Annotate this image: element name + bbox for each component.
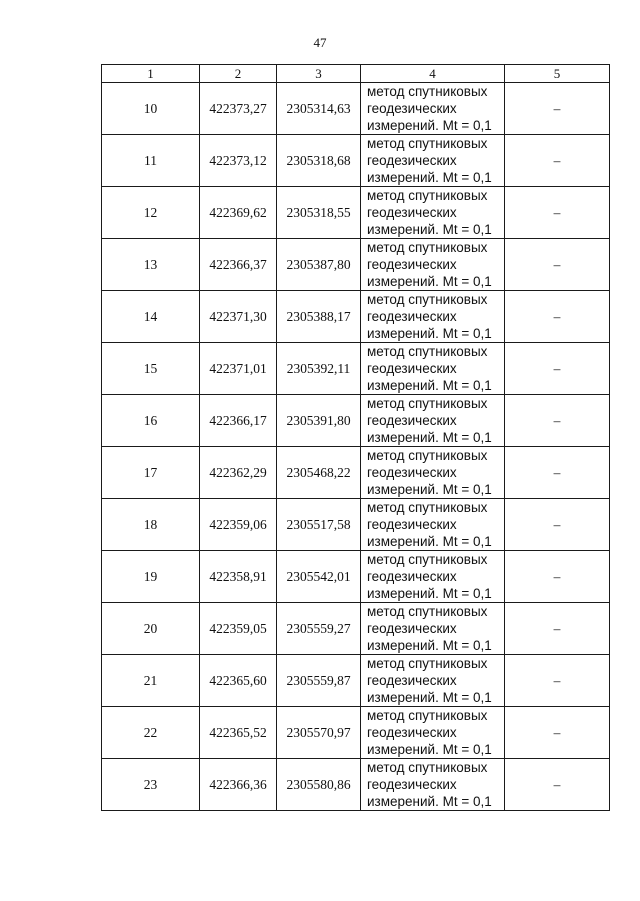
- method-line: метод спутниковых: [367, 656, 488, 671]
- x-coordinate-cell: 422365,60: [200, 655, 277, 707]
- method-line: геодезических: [367, 569, 457, 584]
- method-line: метод спутниковых: [367, 292, 488, 307]
- method-line: измерений. Mt = 0,1: [367, 430, 492, 445]
- point-number-cell: 10: [102, 83, 200, 135]
- point-number-cell: 14: [102, 291, 200, 343]
- point-number-cell: 19: [102, 551, 200, 603]
- point-number-cell: 20: [102, 603, 200, 655]
- method-line: метод спутниковых: [367, 136, 488, 151]
- table-row: [102, 499, 610, 551]
- method-line: геодезических: [367, 309, 457, 324]
- method-cell: [361, 499, 505, 551]
- x-coordinate-cell: 422366,17: [200, 395, 277, 447]
- table-row: [102, 343, 610, 395]
- x-coordinate-cell: 422366,37: [200, 239, 277, 291]
- point-number-cell: 22: [102, 707, 200, 759]
- table-row: [102, 135, 610, 187]
- y-coordinate-cell: 2305559,27: [277, 603, 361, 655]
- col5-cell: –: [505, 759, 610, 811]
- method-line: метод спутниковых: [367, 188, 488, 203]
- y-coordinate-cell: 2305570,97: [277, 707, 361, 759]
- col5-cell: –: [505, 603, 610, 655]
- point-number-cell: 17: [102, 447, 200, 499]
- y-coordinate-cell: 2305468,22: [277, 447, 361, 499]
- method-line: геодезических: [367, 725, 457, 740]
- method-cell: [361, 759, 505, 811]
- table-row: [102, 395, 610, 447]
- method-line: измерений. Mt = 0,1: [367, 378, 492, 393]
- y-coordinate-cell: 2305318,68: [277, 135, 361, 187]
- method-cell: [361, 655, 505, 707]
- method-line: метод спутниковых: [367, 604, 488, 619]
- method-line: геодезических: [367, 257, 457, 272]
- method-line: геодезических: [367, 413, 457, 428]
- method-line: геодезических: [367, 777, 457, 792]
- y-coordinate-cell: 2305559,87: [277, 655, 361, 707]
- table-row: [102, 655, 610, 707]
- table-row: [102, 291, 610, 343]
- coordinates-table: [101, 64, 610, 811]
- col5-cell: –: [505, 83, 610, 135]
- method-cell: [361, 83, 505, 135]
- method-cell: [361, 603, 505, 655]
- table-row: [102, 603, 610, 655]
- header-col-4: 4: [361, 65, 505, 83]
- method-line: измерений. Mt = 0,1: [367, 534, 492, 549]
- method-cell: [361, 707, 505, 759]
- table-row: [102, 83, 610, 135]
- method-line: измерений. Mt = 0,1: [367, 794, 492, 809]
- table-body: [102, 65, 610, 811]
- table-row: [102, 447, 610, 499]
- y-coordinate-cell: 2305318,55: [277, 187, 361, 239]
- method-cell: [361, 187, 505, 239]
- header-col-1: 1: [102, 65, 200, 83]
- y-coordinate-cell: 2305580,86: [277, 759, 361, 811]
- method-line: геодезических: [367, 101, 457, 116]
- method-line: измерений. Mt = 0,1: [367, 170, 492, 185]
- method-line: геодезических: [367, 517, 457, 532]
- point-number-cell: 21: [102, 655, 200, 707]
- point-number-cell: 11: [102, 135, 200, 187]
- table-row: [102, 707, 610, 759]
- x-coordinate-cell: 422366,36: [200, 759, 277, 811]
- method-line: метод спутниковых: [367, 84, 488, 99]
- method-cell: [361, 551, 505, 603]
- method-line: измерений. Mt = 0,1: [367, 274, 492, 289]
- col5-cell: –: [505, 291, 610, 343]
- x-coordinate-cell: 422373,27: [200, 83, 277, 135]
- y-coordinate-cell: 2305392,11: [277, 343, 361, 395]
- y-coordinate-cell: 2305542,01: [277, 551, 361, 603]
- method-line: метод спутниковых: [367, 396, 488, 411]
- method-line: геодезических: [367, 465, 457, 480]
- method-line: геодезических: [367, 621, 457, 636]
- col5-cell: –: [505, 135, 610, 187]
- col5-cell: –: [505, 447, 610, 499]
- header-col-3: 3: [277, 65, 361, 83]
- col5-cell: –: [505, 343, 610, 395]
- method-line: измерений. Mt = 0,1: [367, 222, 492, 237]
- x-coordinate-cell: 422359,06: [200, 499, 277, 551]
- table-row: [102, 187, 610, 239]
- table-row: [102, 551, 610, 603]
- method-cell: [361, 135, 505, 187]
- x-coordinate-cell: 422371,30: [200, 291, 277, 343]
- col5-cell: –: [505, 395, 610, 447]
- method-line: геодезических: [367, 673, 457, 688]
- x-coordinate-cell: 422373,12: [200, 135, 277, 187]
- point-number-cell: 23: [102, 759, 200, 811]
- y-coordinate-cell: 2305517,58: [277, 499, 361, 551]
- x-coordinate-cell: 422358,91: [200, 551, 277, 603]
- y-coordinate-cell: 2305387,80: [277, 239, 361, 291]
- method-line: метод спутниковых: [367, 500, 488, 515]
- point-number-cell: 18: [102, 499, 200, 551]
- x-coordinate-cell: 422362,29: [200, 447, 277, 499]
- table-row: [102, 239, 610, 291]
- x-coordinate-cell: 422359,05: [200, 603, 277, 655]
- method-line: измерений. Mt = 0,1: [367, 586, 492, 601]
- table-header-row: [102, 65, 610, 83]
- method-cell: [361, 395, 505, 447]
- table-row: [102, 759, 610, 811]
- method-line: геодезических: [367, 153, 457, 168]
- col5-cell: –: [505, 239, 610, 291]
- method-line: метод спутниковых: [367, 240, 488, 255]
- method-line: измерений. Mt = 0,1: [367, 690, 492, 705]
- x-coordinate-cell: 422365,52: [200, 707, 277, 759]
- x-coordinate-cell: 422369,62: [200, 187, 277, 239]
- header-col-2: 2: [200, 65, 277, 83]
- method-line: метод спутниковых: [367, 708, 488, 723]
- point-number-cell: 13: [102, 239, 200, 291]
- col5-cell: –: [505, 551, 610, 603]
- page-number: 47: [313, 35, 327, 50]
- method-line: геодезических: [367, 205, 457, 220]
- y-coordinate-cell: 2305314,63: [277, 83, 361, 135]
- method-line: метод спутниковых: [367, 344, 488, 359]
- y-coordinate-cell: 2305388,17: [277, 291, 361, 343]
- method-cell: [361, 239, 505, 291]
- col5-cell: –: [505, 187, 610, 239]
- method-cell: [361, 291, 505, 343]
- method-line: геодезических: [367, 361, 457, 376]
- header-col-5: 5: [505, 65, 610, 83]
- method-cell: [361, 447, 505, 499]
- method-line: измерений. Mt = 0,1: [367, 118, 492, 133]
- method-line: метод спутниковых: [367, 448, 488, 463]
- x-coordinate-cell: 422371,01: [200, 343, 277, 395]
- method-line: измерений. Mt = 0,1: [367, 742, 492, 757]
- col5-cell: –: [505, 655, 610, 707]
- method-line: метод спутниковых: [367, 552, 488, 567]
- col5-cell: –: [505, 707, 610, 759]
- method-line: измерений. Mt = 0,1: [367, 638, 492, 653]
- col5-cell: –: [505, 499, 610, 551]
- method-line: измерений. Mt = 0,1: [367, 326, 492, 341]
- method-line: измерений. Mt = 0,1: [367, 482, 492, 497]
- method-line: метод спутниковых: [367, 760, 488, 775]
- point-number-cell: 15: [102, 343, 200, 395]
- y-coordinate-cell: 2305391,80: [277, 395, 361, 447]
- method-cell: [361, 343, 505, 395]
- point-number-cell: 12: [102, 187, 200, 239]
- point-number-cell: 16: [102, 395, 200, 447]
